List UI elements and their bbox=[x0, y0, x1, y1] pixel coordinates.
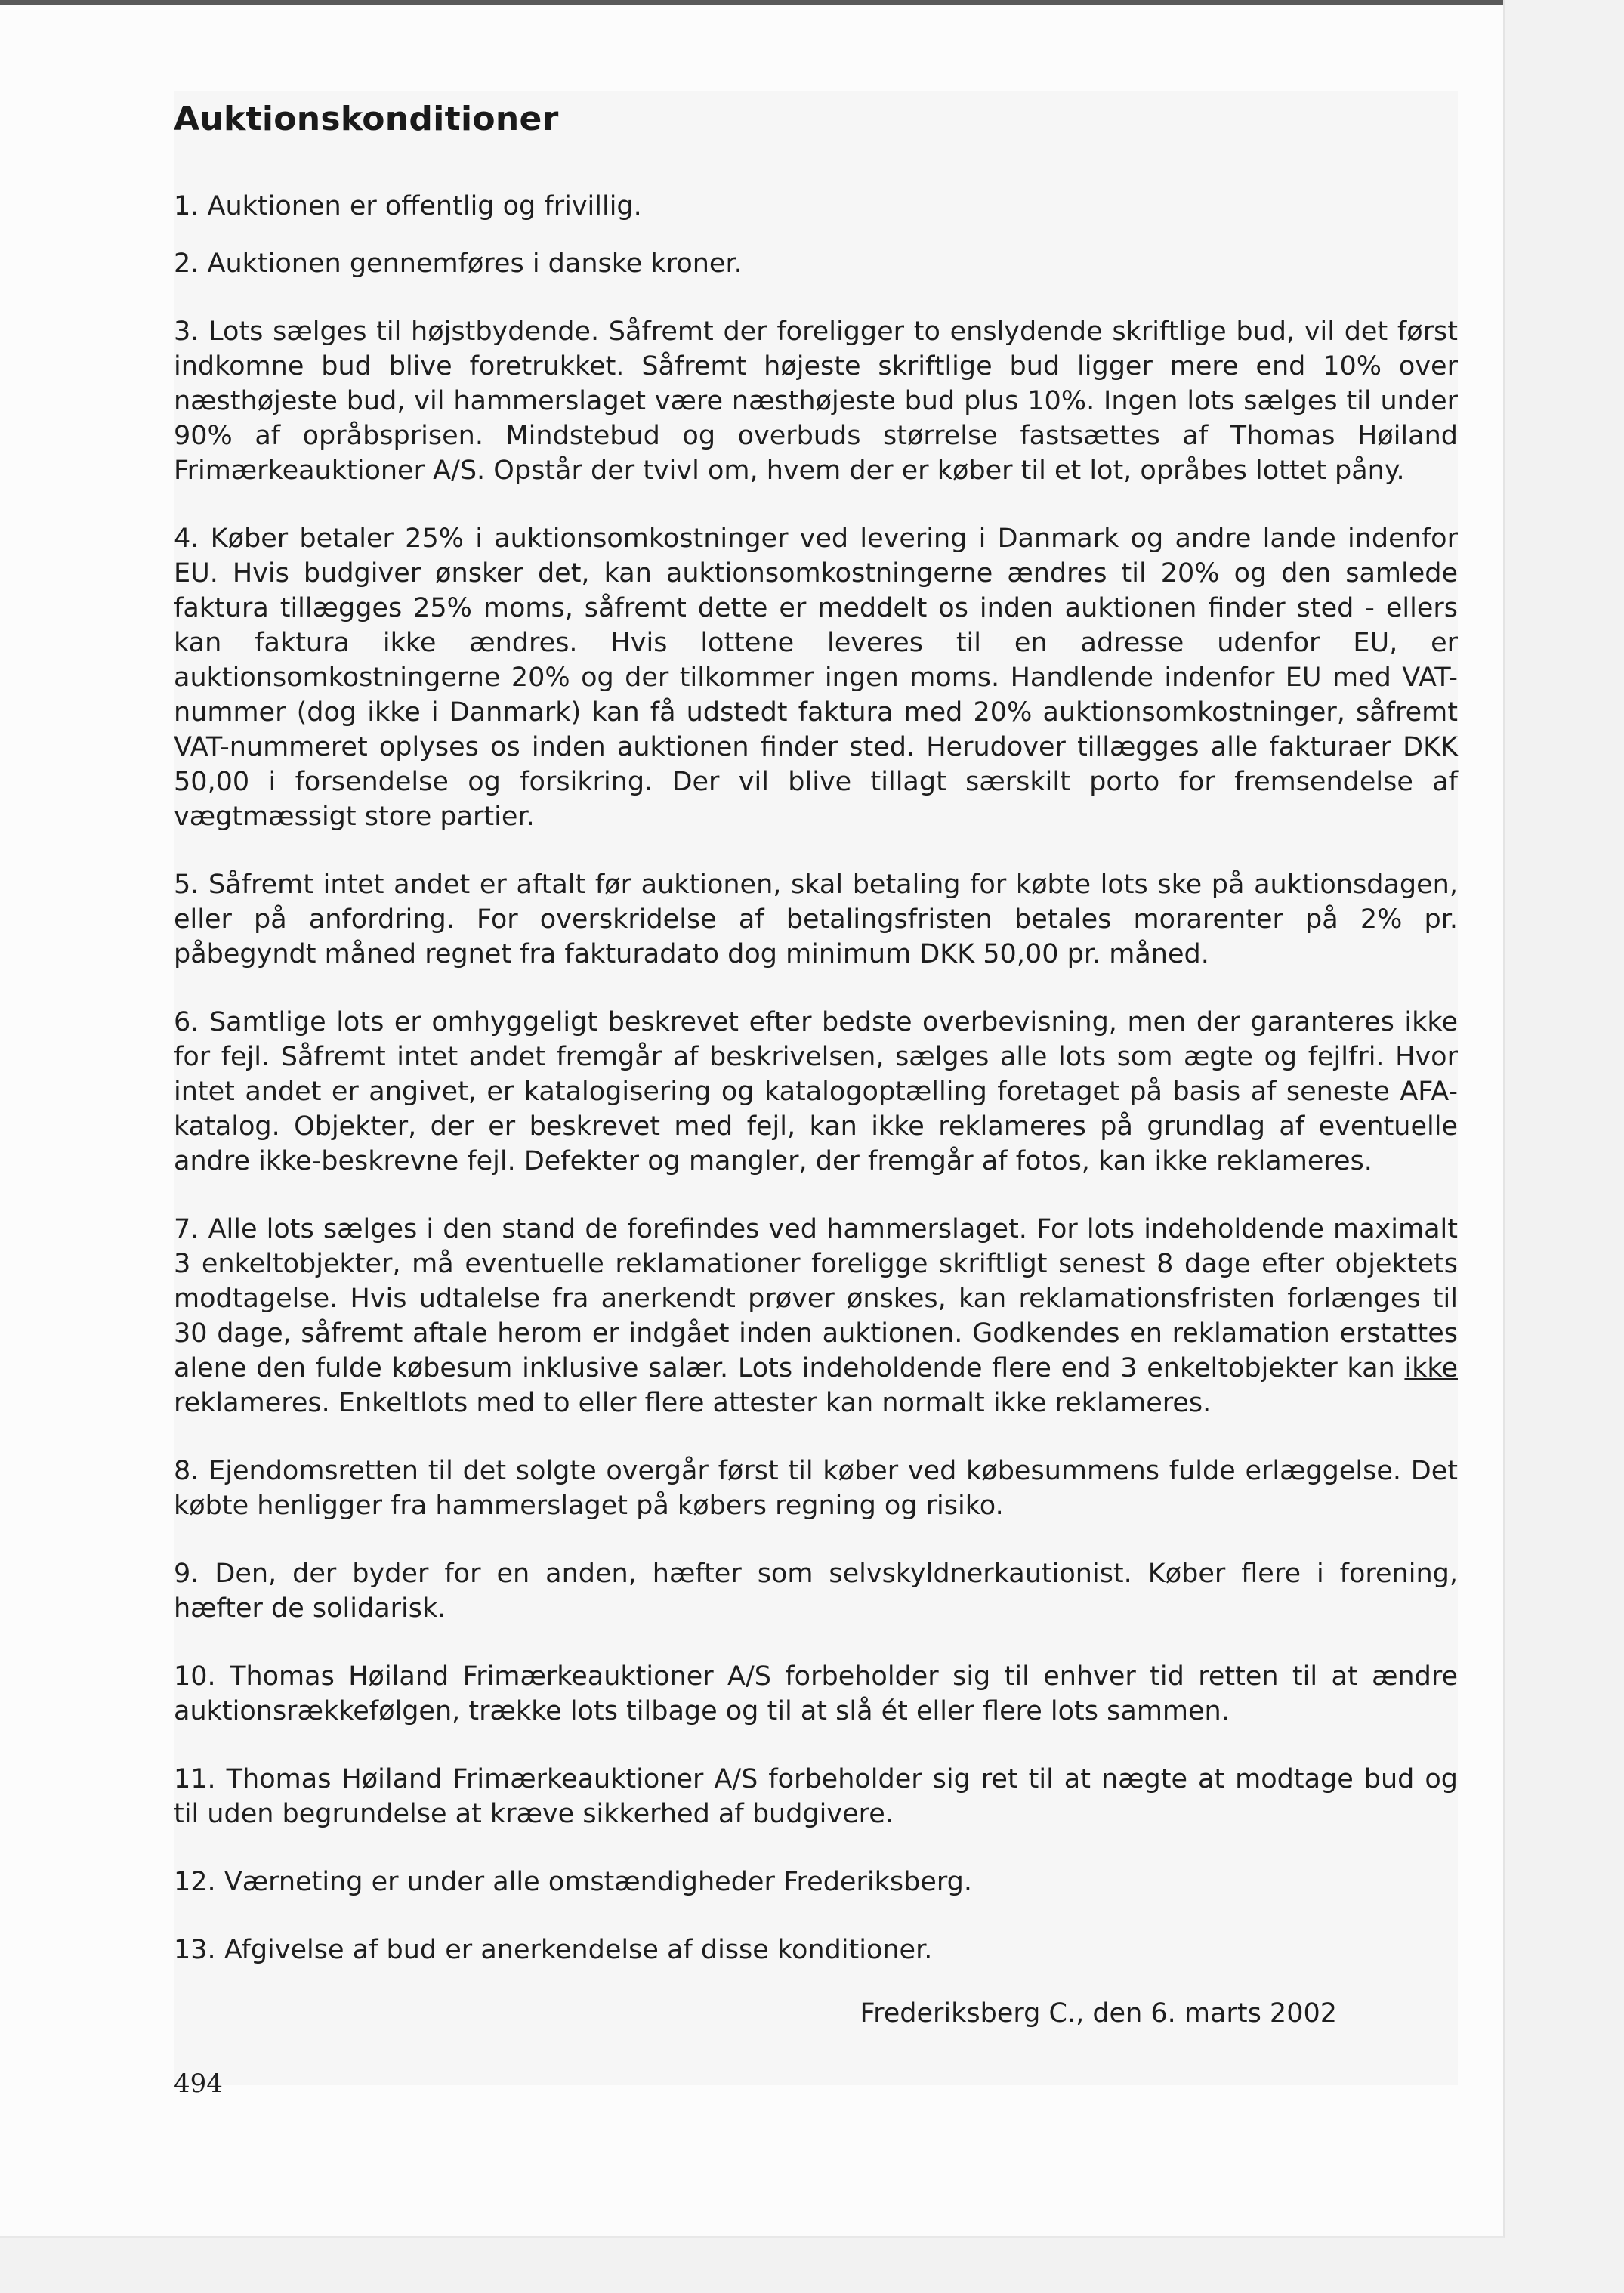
clause-text: Ejendomsretten til det solgte overgår først til køber ved købesummens fulde erlæggelse. Det købte henligger fra hammerslaget på købers regning og risiko. bbox=[174, 1456, 1458, 1521]
clause-text: Alle lots sælges i den stand de forefindes ved hammerslaget. For lots indeholdende maximalt 3 enkeltobjekter, må eventuelle reklamationer foreligge skriftligt senest 8 dage efter objektets modtagelse. Hvis udtalelse fra anerkendt prøver ønskes, kan reklamationsfristen forlænges til 30 dage, såfremt aftale herom er indgået inden auktionen. Godkendes en reklamation erstattes alene den fulde købesum inklusive salær. Lots indeholdende flere end 3 enkeltobjekter kan bbox=[174, 1214, 1458, 1383]
clause-text: Thomas Høiland Frimærkeauktioner A/S forbeholder sig til enhver tid retten til at ændre auktionsrækkefølgen, trække lots tilbage og til at slå ét eller flere lots sammen. bbox=[174, 1661, 1458, 1726]
clause-11 bbox=[174, 1762, 1458, 1831]
clause-number: 13. bbox=[174, 1935, 216, 1965]
clause-2 bbox=[174, 246, 1458, 281]
clause-12 bbox=[174, 1865, 1458, 1899]
page-title: Auktionskonditioner bbox=[174, 100, 559, 138]
clause-text: Køber betaler 25% i auktionsomkostninger ved levering i Danmark og andre lande indenfor EU. Hvis budgiver ønsker det, kan auktionsomkostningerne ændres til 20% og den samlede faktura tillægges 25% moms, såfremt dette er meddelt os inden auktionen finder sted - ellers kan faktura ikke ændres. Hvis lottene leveres til en adresse udenfor EU, er auktionsomkostningerne 20% og der tilkommer ingen moms. Handlende indenfor EU med VAT-nummer (dog ikke i Danmark) kan få udstedt faktura med 20% auktionsomkostninger, såfremt VAT-nummeret oplyses os inden auktionen finder sted. Herudover tillægges alle fakturaer DKK 50,00 i forsendelse og forsikring. Der vil blive tillagt særskilt porto for fremsendelse af vægtmæssigt store partier. bbox=[174, 524, 1458, 832]
page-number: 494 bbox=[174, 2069, 223, 2099]
clause-number: 11. bbox=[174, 1764, 216, 1794]
place-and-date: Frederiksberg C., den 6. marts 2002 bbox=[860, 1998, 1337, 2029]
clause-7 bbox=[174, 1212, 1458, 1420]
clause-5 bbox=[174, 867, 1458, 972]
clause-number: 10. bbox=[174, 1661, 216, 1692]
clause-text: Auktionen er offentlig og frivillig. bbox=[207, 191, 642, 221]
clause-number: 8. bbox=[174, 1456, 199, 1486]
clause-text-underlined: ikke bbox=[1404, 1353, 1458, 1383]
clause-number: 1. bbox=[174, 191, 199, 221]
clause-number: 9. bbox=[174, 1559, 199, 1589]
clause-9 bbox=[174, 1556, 1458, 1626]
clause-text: Værneting er under alle omstændigheder Frederiksberg. bbox=[224, 1867, 972, 1897]
clause-10 bbox=[174, 1659, 1458, 1729]
clause-number: 7. bbox=[174, 1214, 199, 1244]
clause-number: 6. bbox=[174, 1007, 199, 1037]
clause-text: Såfremt intet andet er aftalt før auktionen, skal betaling for købte lots ske på auktionsdagen, eller på anfordring. For overskridelse af betalingsfristen betales morarenter på 2% pr. påbegyndt måned regnet fra fakturadato dog minimum DKK 50,00 pr. måned. bbox=[174, 870, 1458, 969]
clause-text: reklameres. Enkeltlots med to eller flere attester kan normalt ikke reklameres. bbox=[174, 1388, 1212, 1418]
clause-13 bbox=[174, 1933, 1458, 1967]
clause-text: Den, der byder for en anden, hæfter som selvskyldnerkautionist. Køber flere i forening, hæfter de solidarisk. bbox=[174, 1559, 1458, 1624]
clause-number: 12. bbox=[174, 1867, 216, 1897]
clause-number: 3. bbox=[174, 317, 199, 347]
clause-3 bbox=[174, 314, 1458, 488]
clause-number: 5. bbox=[174, 870, 199, 900]
clause-text: Thomas Høiland Frimærkeauktioner A/S forbeholder sig ret til at nægte at modtage bud og til uden begrundelse at kræve sikkerhed af budgivere. bbox=[174, 1764, 1458, 1829]
clause-list bbox=[174, 189, 1458, 2001]
clause-8 bbox=[174, 1454, 1458, 1523]
page-top-edge bbox=[0, 0, 1503, 5]
clause-6 bbox=[174, 1005, 1458, 1179]
clause-number: 2. bbox=[174, 249, 199, 279]
clause-1 bbox=[174, 189, 1458, 224]
clause-text: Auktionen gennemføres i danske kroner. bbox=[207, 249, 743, 279]
clause-text: Samtlige lots er omhyggeligt beskrevet efter bedste overbevisning, men der garanteres ikke for fejl. Såfremt intet andet fremgår af beskrivelsen, sælges alle lots som ægte og fejlfri. Hvor intet andet er angivet, er katalogisering og katalogoptælling foretaget på basis af seneste AFA-katalog. Objekter, der er beskrevet med fejl, kan ikke reklameres på grundlag af eventuelle andre ikke-beskrevne fejl. Defekter og mangler, der fremgår af fotos, kan ikke reklameres. bbox=[174, 1007, 1458, 1176]
clause-4 bbox=[174, 521, 1458, 834]
clause-number: 4. bbox=[174, 524, 199, 554]
clause-text: Lots sælges til højstbydende. Såfremt der foreligger to enslydende skriftlige bud, vil det først indkomne bud blive foretrukket. Såfremt højeste skriftlige bud ligger mere end 10% over næsthøjeste bud, vil hammerslaget være næsthøjeste bud plus 10%. Ingen lots sælges til under 90% af opråbsprisen. Mindstebud og overbuds størrelse fastsættes af Thomas Høiland Frimærkeauktioner A/S. Opstår der tvivl om, hvem der er køber til et lot, opråbes lottet påny. bbox=[174, 317, 1458, 486]
clause-text: Afgivelse af bud er anerkendelse af disse konditioner. bbox=[224, 1935, 933, 1965]
